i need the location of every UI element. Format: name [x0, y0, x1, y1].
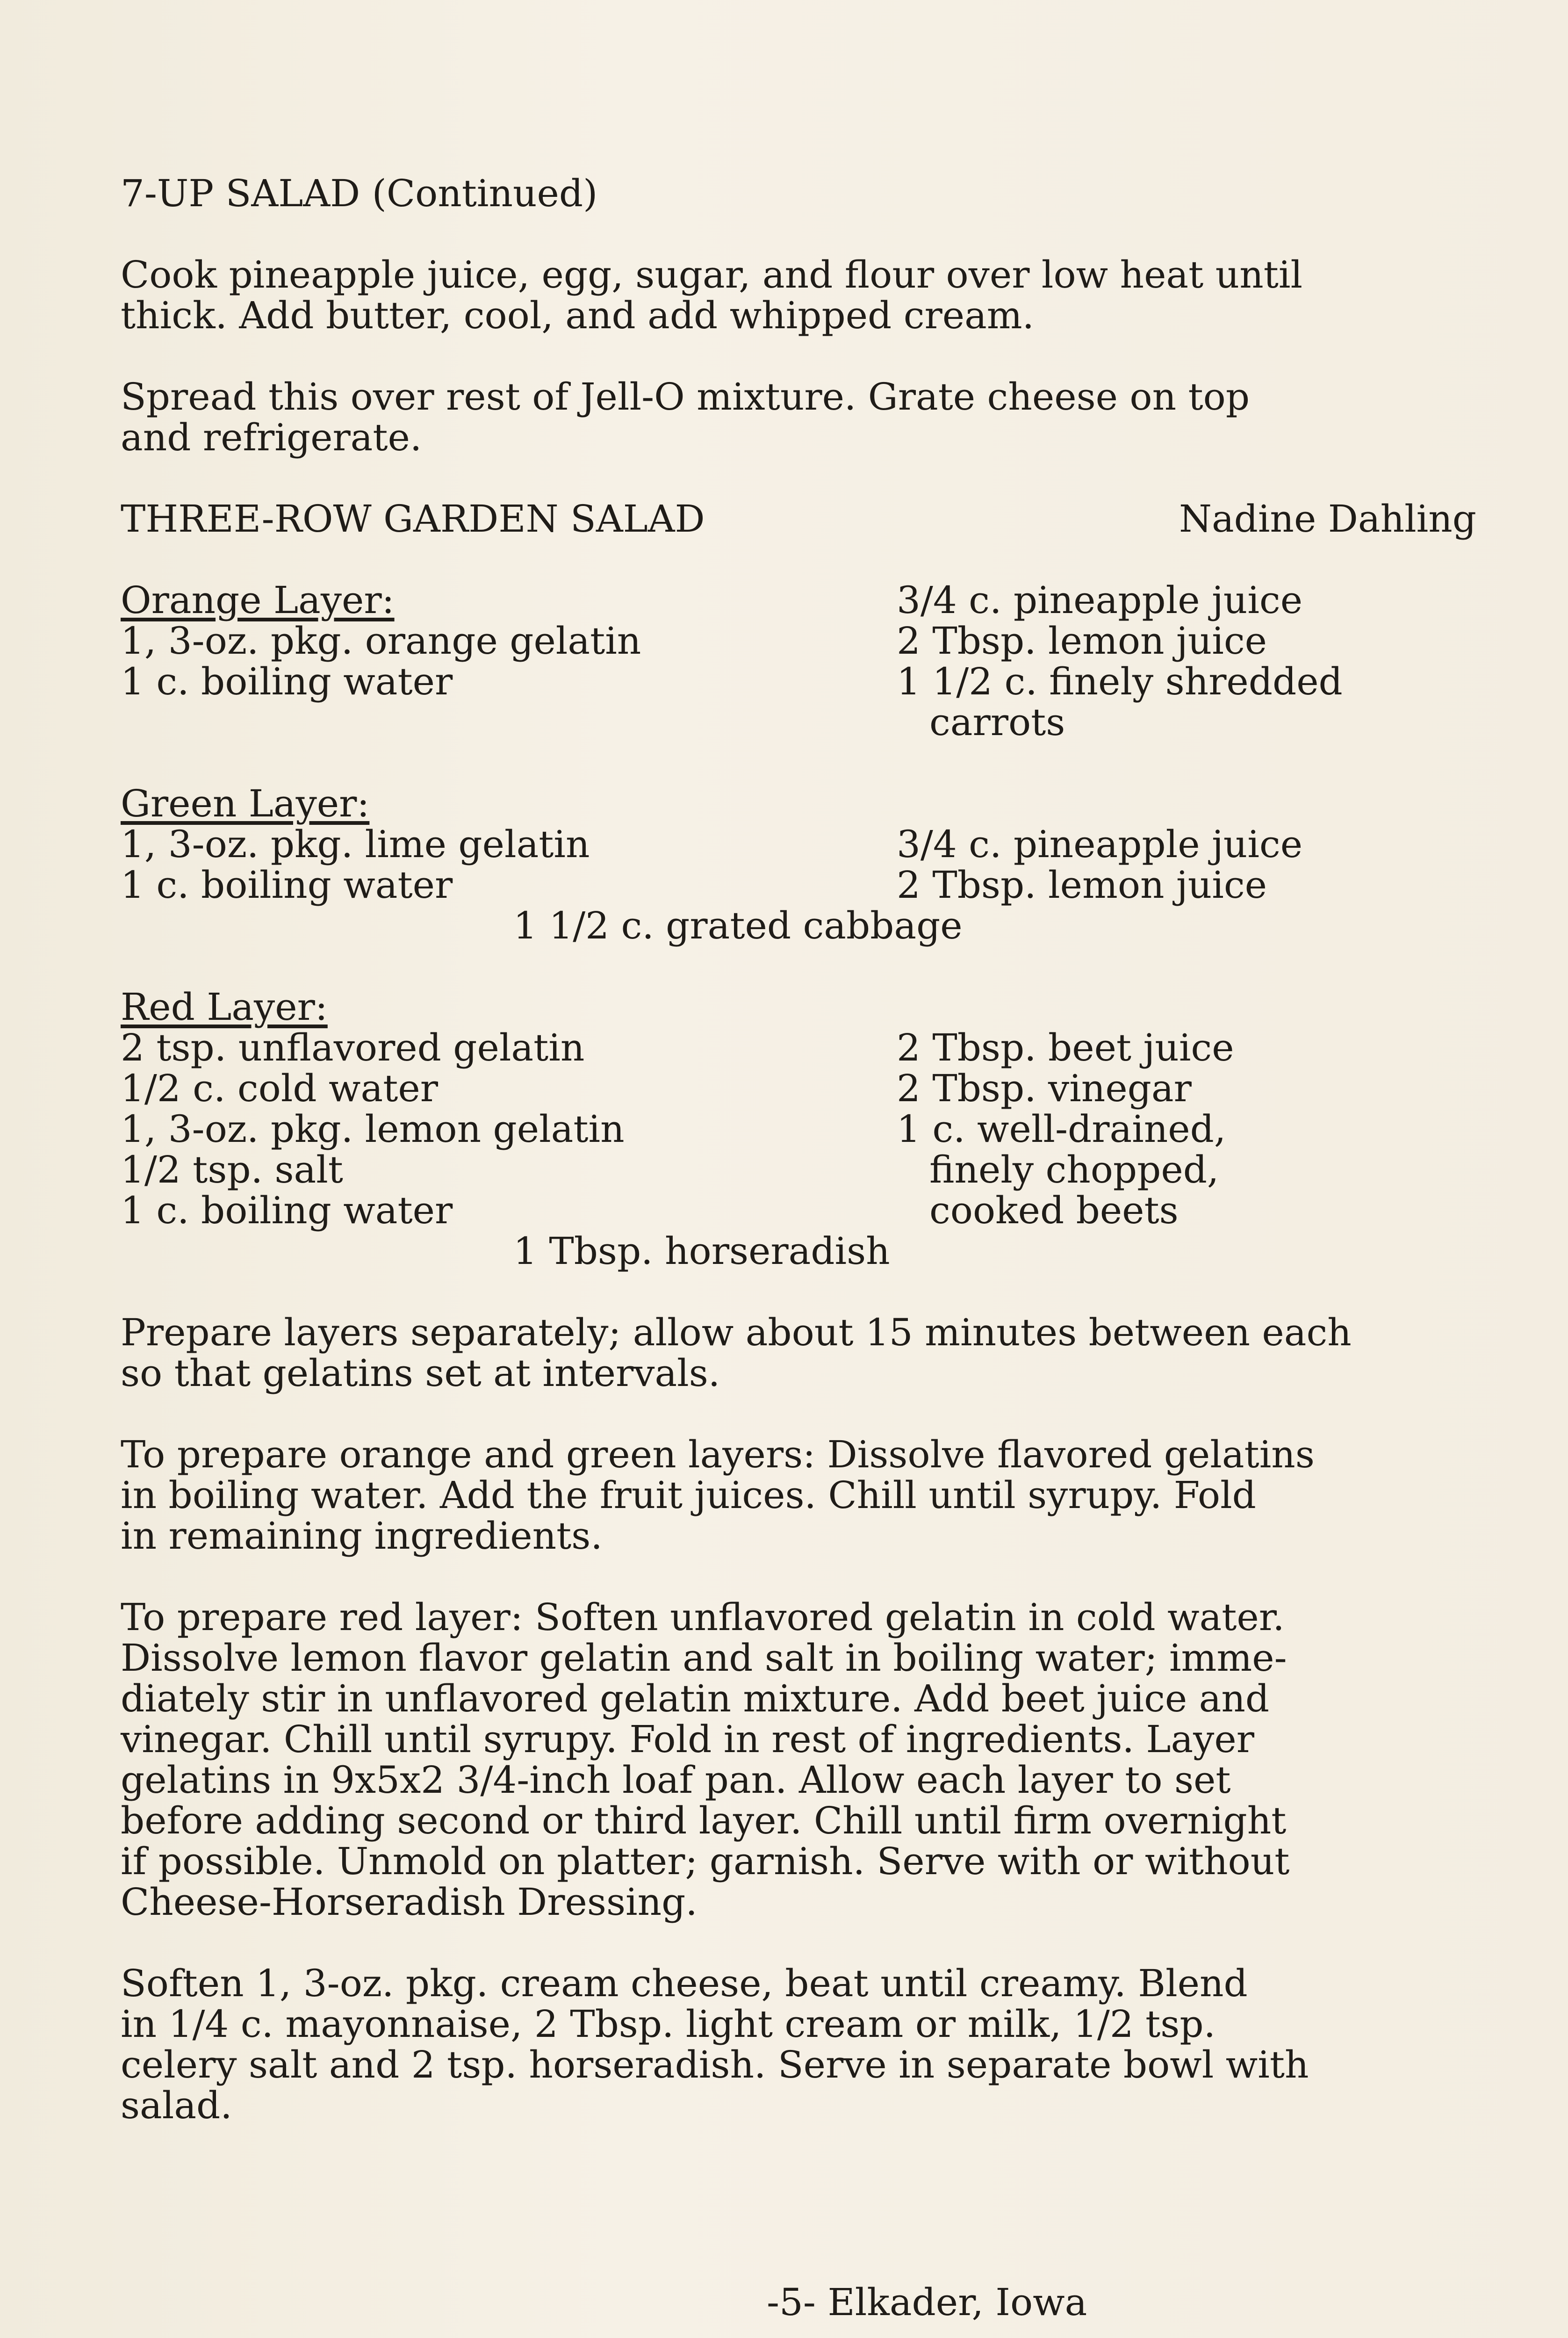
recipe-title: THREE-ROW GARDEN SALAD — [121, 497, 705, 541]
text-line: before adding second or third layer. Chill until firm overnight — [121, 1799, 1287, 1842]
text-line: so that gelatins set at intervals. — [121, 1351, 720, 1395]
ingredient: 3/4 c. pineapple juice — [897, 578, 1303, 622]
ingredient: 1, 3-oz. pkg. orange gelatin — [121, 619, 641, 663]
ingredient: carrots — [929, 700, 1065, 744]
text-line: thick. Add butter, cool, and add whipped cream. — [121, 294, 1035, 337]
text-line: in 1/4 c. mayonnaise, 2 Tbsp. light cream or milk, 1/2 tsp. — [121, 2002, 1216, 2046]
text-line: To prepare red layer: Soften unflavored gelatin in cold water. — [121, 1595, 1285, 1639]
orange-layer — [121, 580, 1476, 743]
text-line: salad. — [121, 2084, 232, 2127]
text-line: celery salt and 2 tsp. horseradish. Serve in separate bowl with — [121, 2043, 1309, 2086]
instruction-paragraph — [121, 1597, 1476, 1922]
ingredient: finely chopped, — [929, 1148, 1219, 1191]
text-line: Dissolve lemon flavor gelatin and salt in boiling water; imme- — [121, 1636, 1287, 1680]
ingredient: 1 1/2 c. finely shredded — [897, 660, 1343, 703]
text-line: vinegar. Chill until syrupy. Fold in rest of ingredients. Layer — [121, 1717, 1254, 1761]
text-line: Cheese-Horseradish Dressing. — [121, 1880, 698, 1924]
ingredient: 2 Tbsp. lemon juice — [897, 619, 1267, 663]
ingredient: 1 c. boiling water — [121, 863, 453, 907]
section-heading: 7-UP SALAD (Continued) — [121, 172, 598, 215]
instruction-paragraph — [121, 1963, 1476, 2126]
ingredient: 1, 3-oz. pkg. lime gelatin — [121, 823, 590, 866]
text-line: diately stir in unflavored gelatin mixture. Add beet juice and — [121, 1677, 1270, 1720]
layer-label: Green Layer: — [121, 782, 370, 825]
ingredient: 1 1/2 c. grated cabbage — [513, 904, 963, 947]
ingredient: 1 c. well-drained, — [897, 1107, 1226, 1151]
recipe-title-row — [121, 498, 1476, 539]
text-line: To prepare orange and green layers: Dissolve flavored gelatins — [121, 1433, 1315, 1476]
text-line: in remaining ingredients. — [121, 1514, 603, 1558]
ingredient: cooked beets — [929, 1189, 1179, 1232]
ingredient: 1/2 c. cold water — [121, 1067, 438, 1110]
text-line: Prepare layers separately; allow about 15 minutes between each — [121, 1311, 1352, 1354]
page-content — [121, 173, 1476, 2166]
ingredient: 1 c. boiling water — [121, 660, 453, 703]
ingredient: 1, 3-oz. pkg. lemon gelatin — [121, 1107, 625, 1151]
text-line: Spread this over rest of Jell-O mixture. Grate cheese on top — [121, 375, 1250, 419]
red-layer — [121, 987, 1476, 1271]
ingredient: 2 Tbsp. beet juice — [897, 1026, 1234, 1069]
page-footer: -5- Elkader, Iowa — [767, 2280, 1087, 2324]
recipe-author: Nadine Dahling — [1179, 497, 1476, 541]
ingredient: 1/2 tsp. salt — [121, 1148, 343, 1191]
text-line: gelatins in 9x5x2 3/4-inch loaf pan. Allow each layer to set — [121, 1758, 1231, 1802]
ingredient: 3/4 c. pineapple juice — [897, 823, 1303, 866]
ingredient: 1 Tbsp. horseradish — [513, 1229, 890, 1273]
instruction-paragraph — [121, 1434, 1476, 1556]
instruction-paragraph — [121, 1312, 1476, 1393]
ingredient: 2 Tbsp. lemon juice — [897, 863, 1267, 907]
green-layer — [121, 783, 1476, 946]
text-line: Soften 1, 3-oz. pkg. cream cheese, beat until creamy. Blend — [121, 1962, 1248, 2005]
text-line: and refrigerate. — [121, 416, 422, 459]
paragraph — [121, 254, 1476, 336]
layer-label: Red Layer: — [121, 985, 328, 1029]
text-line: in boiling water. Add the fruit juices. Chill until syrupy. Fold — [121, 1473, 1256, 1517]
layer-label: Orange Layer: — [121, 578, 395, 622]
text-line: Cook pineapple juice, egg, sugar, and flour over low heat until — [121, 253, 1303, 296]
ingredient: 2 Tbsp. vinegar — [897, 1067, 1192, 1110]
paragraph — [121, 376, 1476, 458]
ingredient: 1 c. boiling water — [121, 1189, 453, 1232]
ingredient: 2 tsp. unflavored gelatin — [121, 1026, 585, 1069]
text-line: if possible. Unmold on platter; garnish. Serve with or without — [121, 1840, 1290, 1883]
